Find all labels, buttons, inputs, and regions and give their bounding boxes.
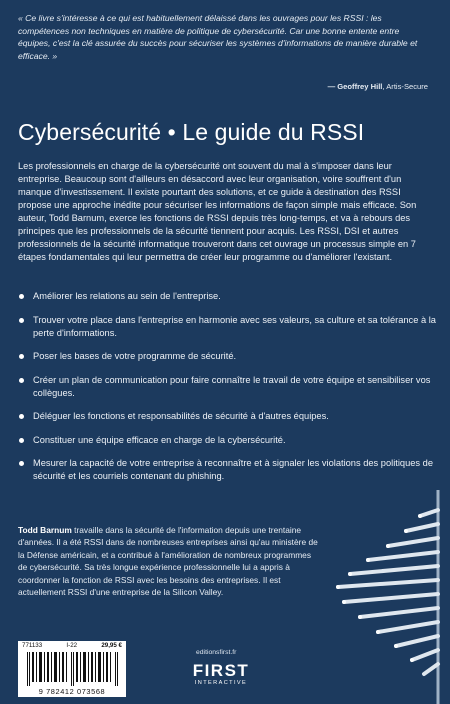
barcode-icon [27, 652, 119, 686]
list-item [18, 434, 436, 447]
quote-author-name: — Geoffrey Hill [327, 82, 383, 91]
list-item-text: Mesurer la capacité de votre entreprise à reconnaître et à signaler les violations des politiques de sécurité et les courriels contenant du phishing. [33, 458, 433, 481]
author-name: Todd Barnum [18, 525, 72, 535]
barcode-edition: I-22 [66, 642, 78, 649]
bullet-dot-icon [19, 461, 24, 466]
list-item-text: Poser les bases de votre programme de sécurité. [33, 351, 237, 361]
list-item [18, 314, 436, 340]
list-item [18, 350, 436, 363]
author-bio-text: travaille dans la sécurité de l'information depuis une trentaine d'années. Il a été RSSI dans de nombreuses entreprises ainsi qu'au ministère de la Défense américain, et a contribué à l'amélioration de nombreux programmes de cybersécurité. Sa très longue expérience professionnelle lui a appris à coordonner la fonction de RSSI avec les besoins des entreprises. Il est actuellement RSSI d'une entreprise de la Silicon Valley. [18, 525, 318, 598]
bullet-dot-icon [19, 294, 24, 299]
publisher-logo-main: FIRST [192, 661, 250, 680]
bullet-dot-icon [19, 414, 24, 419]
list-item-text: Déléguer les fonctions et responsabilités de sécurité à d'autres équipes. [33, 411, 329, 421]
list-item [18, 457, 436, 483]
price: 29,95 € [101, 642, 122, 649]
intro-paragraph: Les professionnels en charge de la cybersécurité ont souvent du mal à s'imposer dans leur entreprise. Beaucoup sont d'ailleurs en désaccord avec leur organisation, voire souffrent d'un manque d'investissement. Il existe pourtant des solutions, et ce guide à destination des RSSI propose une approche inédite pour sécuriser les informations de façon simple mais efficace. Son auteur, Todd Barnum, exerce les fonctions de RSSI depuis très long-temps, et va à rebours des principes que les professionnels de la sécurité tiennent pour acquis. Les RSSI, DSI et autres professionnels de la sécurité informatique trouveront dans cet ouvrage un processus simple en 7 étapes fondamentales qui leur permettra de créer leur programme ou d'améliorer l'existant. [18, 161, 417, 262]
barcode-label [18, 641, 126, 697]
quote-author [328, 82, 428, 91]
list-item [18, 410, 436, 423]
list-item-text: Améliorer les relations au sein de l'entreprise. [33, 291, 221, 301]
author-bio [18, 524, 318, 598]
book-title: Cybersécurité • Le guide du RSSI [18, 119, 365, 145]
barcode-code: 771133 [22, 642, 43, 649]
list-item [18, 374, 436, 400]
publisher-logo [190, 662, 252, 687]
back-cover-quote: « Ce livre s'intéresse à ce qui est habituellement délaissé dans les ouvrages pour les RSSI : les compétences non techniques en matière de politique de cybersécurité. Car une bonne entente entre équipes, c'est la clé assurée du succès pour sécuriser les systèmes d'informations de manière durable et efficace. » [18, 13, 418, 61]
list-item [18, 290, 436, 303]
publisher-url: editionsfirst.fr [196, 649, 237, 656]
barcode-header [18, 641, 126, 649]
bullet-dot-icon [19, 438, 24, 443]
list-item-text: Créer un plan de communication pour faire connaître le travail de votre équipe et sensibiliser vos collègues. [33, 374, 431, 398]
publisher-logo-sub: INTERACTIVE [194, 680, 248, 686]
spiral-staircase-illustration [318, 490, 450, 704]
quote-author-org: , Artis-Secure [382, 82, 428, 91]
list-item-text: Constituer une équipe efficace en charge de la cybersécurité. [33, 434, 286, 445]
bullet-dot-icon [19, 378, 24, 383]
bullet-dot-icon [19, 354, 24, 359]
bullet-dot-icon [19, 318, 24, 323]
bullet-list [18, 290, 436, 494]
isbn-number: 9 782412 073568 [38, 687, 106, 696]
list-item-text: Trouver votre place dans l'entreprise en harmonie avec ses valeurs, sa culture et sa tolérance à la perte d'informations. [33, 314, 436, 338]
